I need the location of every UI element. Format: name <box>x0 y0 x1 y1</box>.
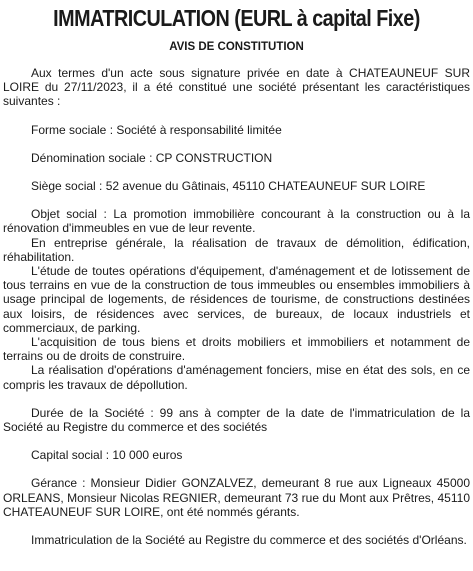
paragraph-denomination: Dénomination sociale : CP CONSTRUCTION <box>31 150 273 165</box>
paragraph-etude-operations: L'étude de toutes opérations d'équipement, d'aménagement et de lotissement de tous terrains en vue de la construction de tous immeubles ou ensembles immobiliers à usage principal de logements, de résidences de tourisme, de constructions destinées aux loisirs, de résidences avec services, de bureaux, de locaux industriels et commerciaux, de parking. <box>3 264 470 335</box>
paragraph-forme-sociale: Forme sociale : Société à responsabilité limitée <box>31 122 282 137</box>
paragraph-duree: Durée de la Société : 99 ans à compter de la date de l'immatriculation de la Société au Registre du commerce et des sociétés <box>3 405 470 435</box>
notice-title: IMMATRICULATION (EURL à capital Fixe) <box>53 5 420 31</box>
paragraph-intro: Aux termes d'un acte sous signature privée en date à CHATEAUNEUF SUR LOIRE du 27/11/2023, il a été constitué une société présentant les caractéristiques suivantes : <box>3 66 470 109</box>
paragraph-capital: Capital social : 10 000 euros <box>31 448 183 463</box>
paragraph-acquisition: L'acquisition de tous biens et droits mobiliers et immobiliers et notamment de terrains ou de droits de construire. <box>3 335 470 364</box>
paragraph-siege-social: Siège social : 52 avenue du Gâtinais, 45110 CHATEAUNEUF SUR LOIRE <box>31 179 426 194</box>
notice-subtitle: AVIS DE CONSTITUTION <box>169 41 304 53</box>
paragraph-gerance: Gérance : Monsieur Didier GONZALVEZ, demeurant 8 rue aux Ligneaux 45000 ORLEANS, Monsieur Nicolas REGNIER, demeurant 73 rue du Mont aux Prêtres, 45110 CHATEAUNEUF SUR LOIRE, ont été nommés gérants. <box>3 476 470 519</box>
paragraph-immatriculation: Immatriculation de la Société au Registre du commerce et des sociétés d'Orléans. <box>31 533 467 548</box>
legal-notice <box>3 4 470 547</box>
paragraph-amenagement: La réalisation d'opérations d'aménagement fonciers, mise en état des sols, en ce compris les travaux de dépollution. <box>3 363 470 392</box>
paragraph-entreprise-generale: En entreprise générale, la réalisation de travaux de démolition, édification, réhabilitation. <box>3 235 470 264</box>
paragraph-objet-social: Objet social : La promotion immobilière concourant à la construction ou à la rénovation d'immeubles en vue de leur revente. <box>3 207 470 236</box>
